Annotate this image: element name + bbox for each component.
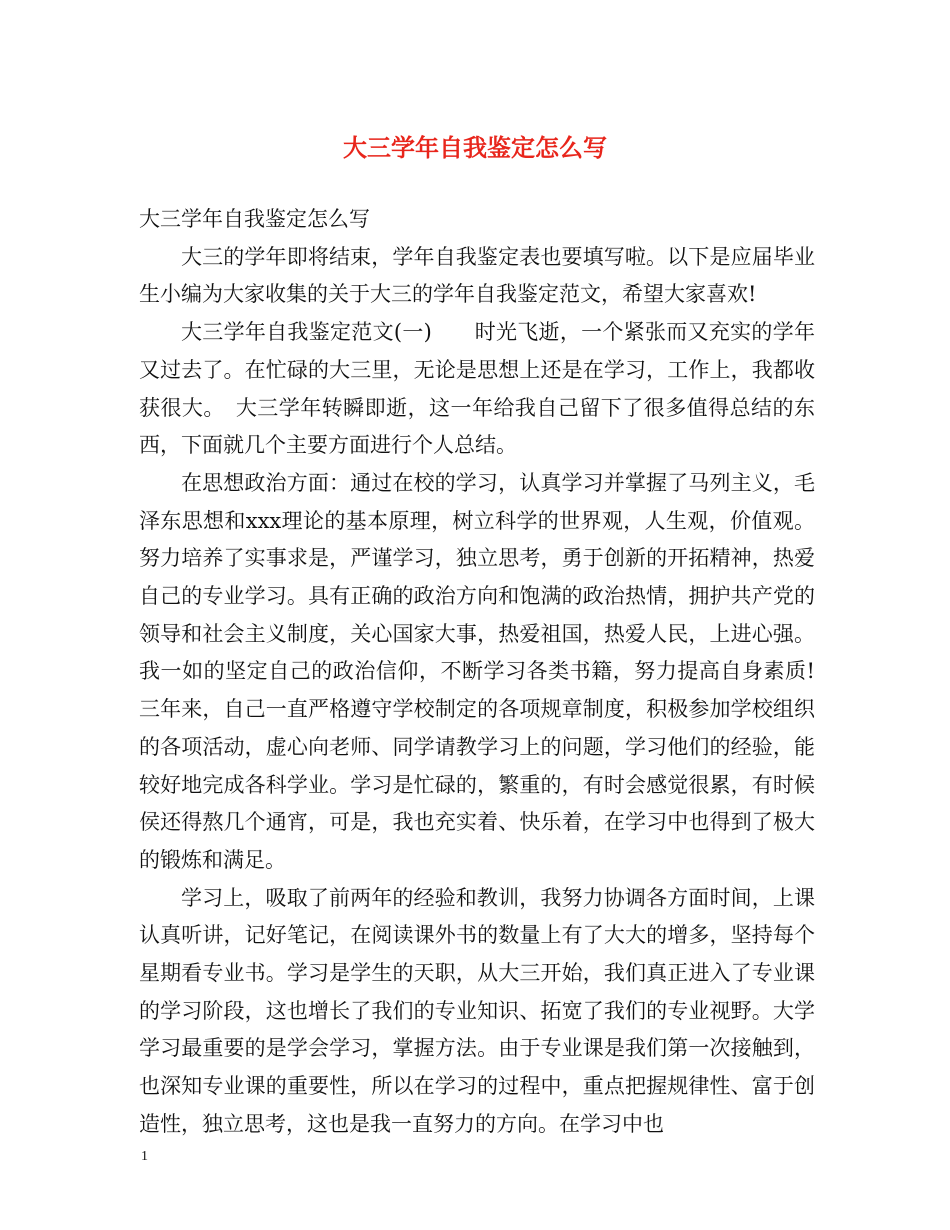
document-body (139, 201, 815, 1144)
section-heading: 大三学年自我鉴定怎么写 (139, 207, 370, 231)
paragraph-study: 学习上，吸取了前两年的经验和教训，我努力协调各方面时间，上课认真听讲，记好笔记，在阅读课外书的数量上有了大大的增多，坚持每个星期看专业书。学习是学生的天职，从大三开始，我们真正进入了专业课的学习阶段，这也增长了我们的专业知识、拓宽了我们的专业视野。大学学习最重要的是学会学习，掌握方法。由于专业课是我们第一次接触到，也深知专业课的重要性，所以在学习的过程中，重点把握规律性、富于创造性，独立思考，这也是我一直努力的方向。在学习中也 (139, 885, 815, 1136)
page-number: 1 (141, 1149, 148, 1164)
paragraph-intro: 大三的学年即将结束，学年自我鉴定表也要填写啦。以下是应届毕业生小编为大家收集的关于大三的学年自我鉴定范文，希望大家喜欢! (139, 244, 815, 307)
document-title: 大三学年自我鉴定怎么写 (343, 133, 607, 162)
paragraph-sample-one: 大三学年自我鉴定范文(一) 时光飞逝，一个紧张而又充实的学年又过去了。在忙碌的大三里，无论是思想上还是在学习，工作上，我都收获很大。 大三学年转瞬即逝，这一年给我自己留下了很多值得总结的东西，下面就几个主要方面进行个人总结。 (139, 320, 815, 458)
paragraph-political-thought: 在思想政治方面：通过在校的学习，认真学习并掌握了马列主义，毛泽东思想和xxx理论的基本原理，树立科学的世界观，人生观，价值观。努力培养了实事求是，严谨学习，独立思考，勇于创新的开拓精神，热爱自己的专业学习。具有正确的政治方向和饱满的政治热情，拥护共产党的领导和社会主义制度，关心国家大事，热爱祖国，热爱人民，上进心强。我一如的坚定自己的政治信仰，不断学习各类书籍，努力提高自身素质!三年来，自己一直严格遵守学校制定的各项规章制度，积极参加学校组织的各项活动，虚心向老师、同学请教学习上的问题，学习他们的经验，能较好地完成各科学业。学习是忙碌的，繁重的，有时会感觉很累，有时候侯还得熬几个通宵，可是，我也充实着、快乐着，在学习中也得到了极大的锻炼和满足。 (139, 470, 815, 872)
